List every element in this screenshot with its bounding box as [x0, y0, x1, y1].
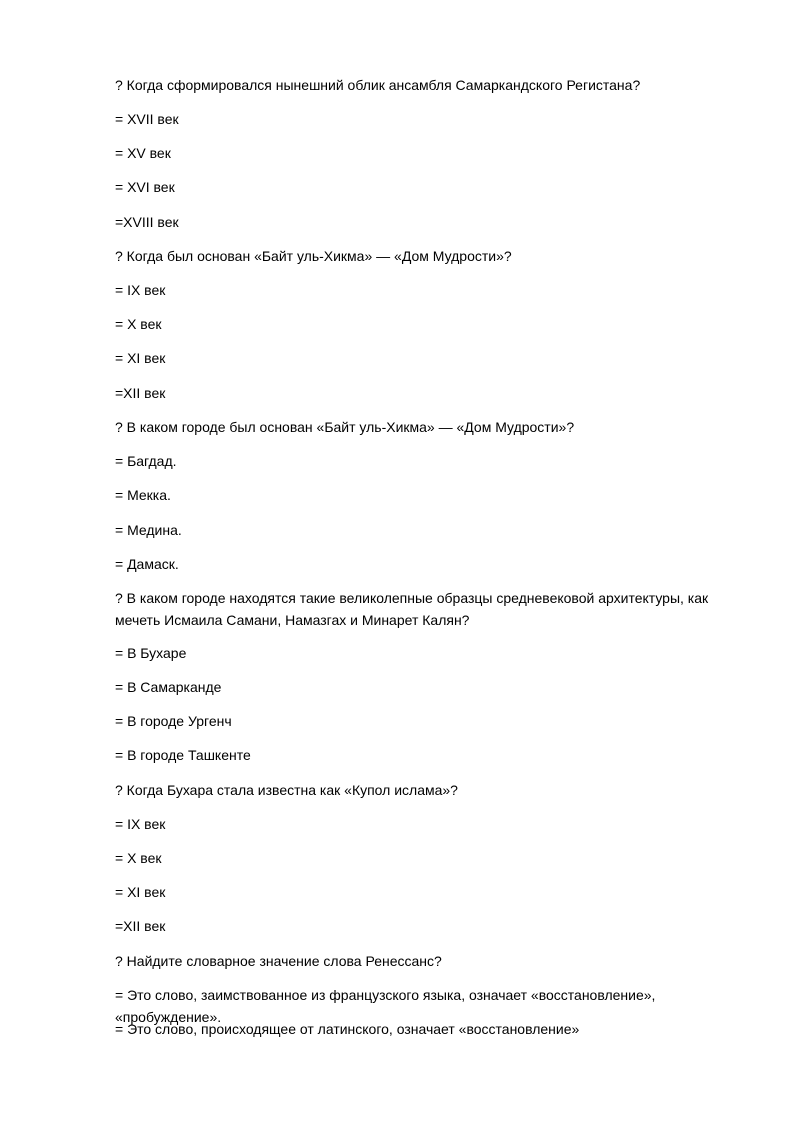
question-line: ? В каком городе находятся такие великолепные образцы средневековой архитектуры, как мечеть Исмаила Самани, Намазгах и Минарет Калян? — [115, 590, 709, 628]
answer-line: = XV век — [115, 145, 171, 161]
answer-line: = Багдад. — [115, 453, 177, 469]
question-line: ? В каком городе был основан «Байт уль-Хикма» — «Дом Мудрости»? — [115, 419, 575, 435]
answer-line: = В Самарканде — [115, 679, 222, 695]
answer-line: = XVI век — [115, 179, 175, 195]
answer-line: = Мекка. — [115, 487, 171, 503]
answer-line: = Медина. — [115, 522, 182, 538]
answer-line: = В городе Ургенч — [115, 713, 232, 729]
question-line: ? Когда был основан «Байт уль-Хикма» — «Дом Мудрости»? — [115, 248, 512, 264]
answer-line: = XVII век — [115, 111, 179, 127]
answer-line: = X век — [115, 850, 162, 866]
answer-line: = IX век — [115, 282, 166, 298]
question-line: ? Когда сформировался нынешний облик ансамбля Самаркандского Регистана? — [115, 77, 641, 93]
answer-line: = XI век — [115, 884, 166, 900]
answer-line: =XII век — [115, 918, 166, 934]
question-line: ? Найдите словарное значение слова Ренессанс? — [115, 953, 442, 969]
answer-line: = Это слово, заимствованное из французского языка, означает «восстановление», «пробуждение». — [115, 987, 656, 1025]
question-line: ? Когда Бухара стала известна как «Купол ислама»? — [115, 782, 458, 798]
answer-line: = XI век — [115, 350, 166, 366]
answer-line: = В городе Ташкенте — [115, 747, 251, 763]
answer-line: = IX век — [115, 816, 166, 832]
answer-line: =XII век — [115, 385, 166, 401]
answer-line: = В Бухаре — [115, 645, 187, 661]
answer-line: = Дамаск. — [115, 556, 179, 572]
answer-line: = X век — [115, 316, 162, 332]
answer-line: =XVIII век — [115, 214, 179, 230]
answer-line: = Это слово, происходящее от латинского, означает «восстановление» — [115, 1021, 580, 1037]
